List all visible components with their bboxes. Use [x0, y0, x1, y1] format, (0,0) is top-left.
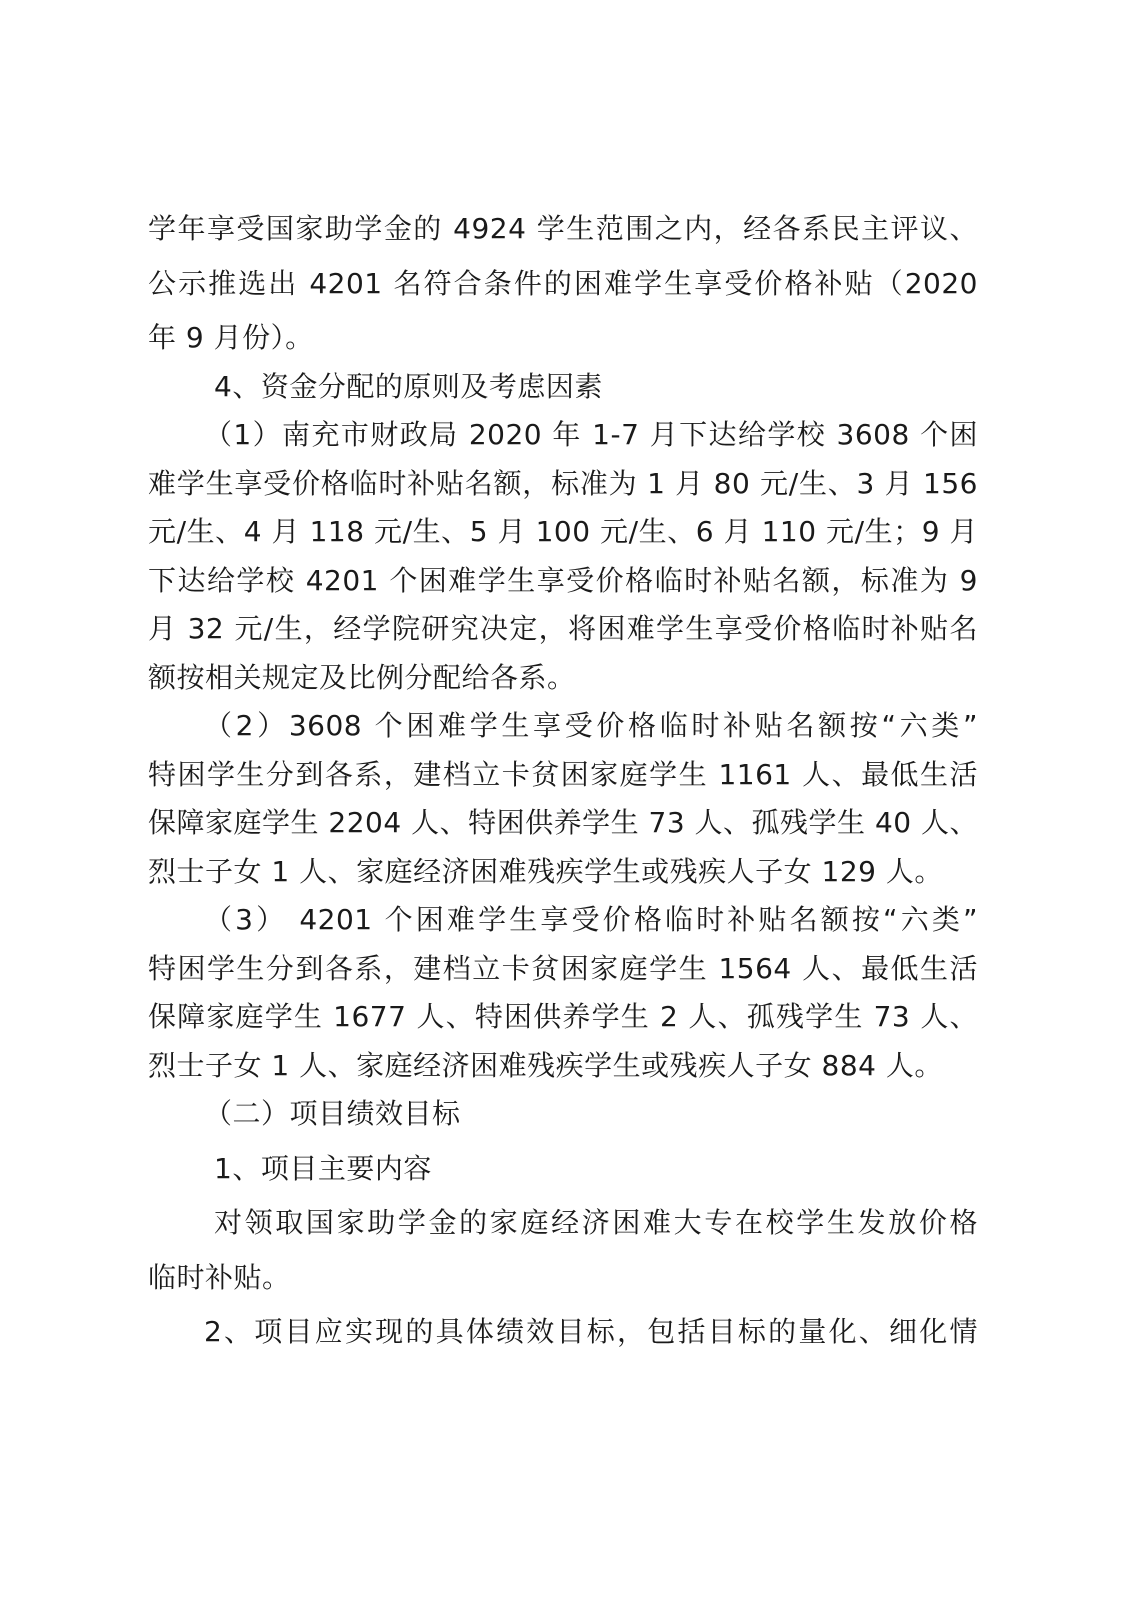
paragraph-line: 烈士子女 1 人、家庭经济困难残疾学生或残疾人子女 884 人。: [148, 1048, 943, 1082]
document-body: [148, 205, 978, 1357]
paragraph-line: （2）3608 个困难学生享受价格临时补贴名额按“六类”: [204, 709, 978, 742]
paragraph-line: 额按相关规定及比例分配给各系。: [148, 660, 576, 694]
paragraph-line: 保障家庭学生 2204 人、特困供养学生 73 人、孤残学生 40 人、: [148, 806, 978, 839]
paragraph-line: 特困学生分到各系，建档立卡贫困家庭学生 1161 人、最低生活: [148, 757, 978, 791]
paragraph-line: 公示推选出 4201 名符合条件的困难学生享受价格补贴（2020: [148, 266, 978, 300]
paragraph-line: 特困学生分到各系，建档立卡贫困家庭学生 1564 人、最低生活: [148, 951, 978, 985]
paragraph-line: 烈士子女 1 人、家庭经济困难残疾学生或残疾人子女 129 人。: [148, 854, 943, 888]
paragraph-line: 下达给学校 4201 个困难学生享受价格临时补贴名额，标准为 9: [148, 563, 978, 597]
paragraph-line: 年 9 月份）。: [148, 321, 314, 354]
paragraph-line: 对领取国家助学金的家庭经济困难大专在校学生发放价格: [214, 1206, 978, 1239]
paragraph-line: 难学生享受价格临时补贴名额，标准为 1 月 80 元/生、3 月 156: [148, 466, 978, 500]
paragraph-line: 2、项目应实现的具体绩效目标，包括目标的量化、细化情: [204, 1315, 978, 1348]
section-heading: （二）项目绩效目标: [204, 1097, 461, 1130]
paragraph-line: （3） 4201 个困难学生享受价格临时补贴名额按“六类”: [204, 903, 978, 936]
paragraph-line: 学年享受国家助学金的 4924 学生范围之内，经各系民主评议、: [148, 212, 978, 245]
paragraph-line: 月 32 元/生，经学院研究决定，将困难学生享受价格临时补贴名: [148, 612, 978, 645]
section-heading: 1、项目主要内容: [214, 1151, 432, 1185]
paragraph-line: 元/生、4 月 118 元/生、5 月 100 元/生、6 月 110 元/生；9 月: [148, 515, 978, 548]
paragraph-line: 临时补贴。: [148, 1260, 291, 1294]
paragraph-line: （1）南充市财政局 2020 年 1-7 月下达给学校 3608 个困: [204, 418, 978, 451]
paragraph-line: 保障家庭学生 1677 人、特困供养学生 2 人、孤残学生 73 人、: [148, 1000, 978, 1033]
section-heading: 4、资金分配的原则及考虑因素: [214, 369, 603, 403]
